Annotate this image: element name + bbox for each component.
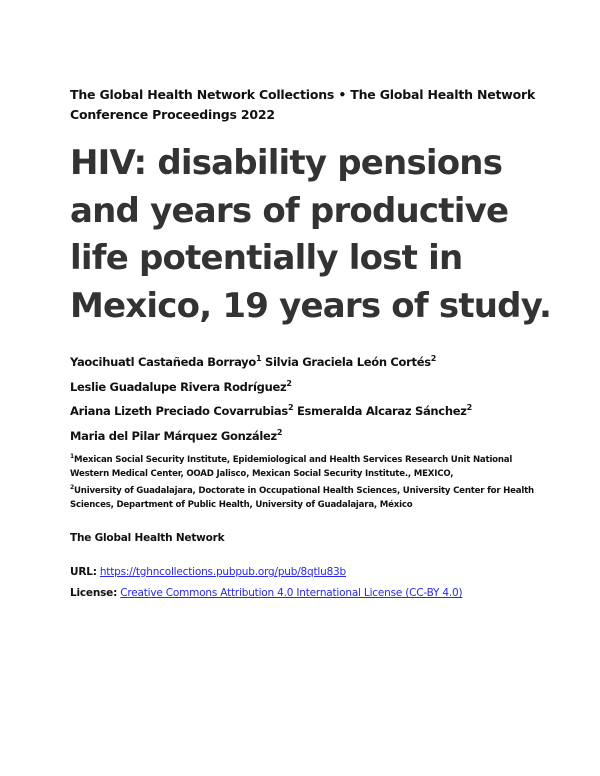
license-label: License: bbox=[70, 587, 118, 599]
author: Ariana Lizeth Preciado Covarrubias$^2$ bbox=[70, 403, 294, 419]
publisher: The Global Health Network bbox=[70, 532, 225, 544]
author: Maria del Pilar Márquez González$^2$ bbox=[70, 428, 283, 444]
article-title: HIV: disability pensions and years of productive life potentially lost in Mexico, 19 years of study. bbox=[70, 143, 552, 326]
license-line bbox=[70, 585, 462, 601]
affiliation: $^1$Mexican Social Security Institute, Epidemiological and Health Services Research Unit National Western Medical Center, OOAD Jalisco, Mexican Social Security Institute., MEXICO, bbox=[70, 453, 513, 479]
url-line bbox=[70, 564, 346, 580]
author: Silvia Graciela León Cortés$^2$ bbox=[265, 354, 437, 369]
author: Esmeralda Alcaraz Sánchez$^2$ bbox=[296, 403, 472, 419]
collection-name: The Global Health Network Collections • The Global Health Network Conference Proceedings 2022 bbox=[70, 87, 536, 122]
author-list bbox=[70, 348, 550, 447]
author: Yaocihuatl Castañeda Borrayo$^1$ bbox=[70, 354, 262, 369]
affiliation: $^2$University of Guadalajara, Doctorate in Occupational Health Sciences, University Center for Health Sciences, Department of Public Health, University of Guadalajara, México bbox=[70, 484, 534, 510]
url-link[interactable]: https://tghncollections.pubpub.org/pub/8qtlu83b bbox=[99, 566, 347, 578]
license-link[interactable]: Creative Commons Attribution 4.0 International License (CC-BY 4.0) bbox=[120, 587, 463, 599]
author: Leslie Guadalupe Rivera Rodríguez$^2$ bbox=[70, 378, 292, 394]
url-label: URL: bbox=[70, 566, 97, 578]
